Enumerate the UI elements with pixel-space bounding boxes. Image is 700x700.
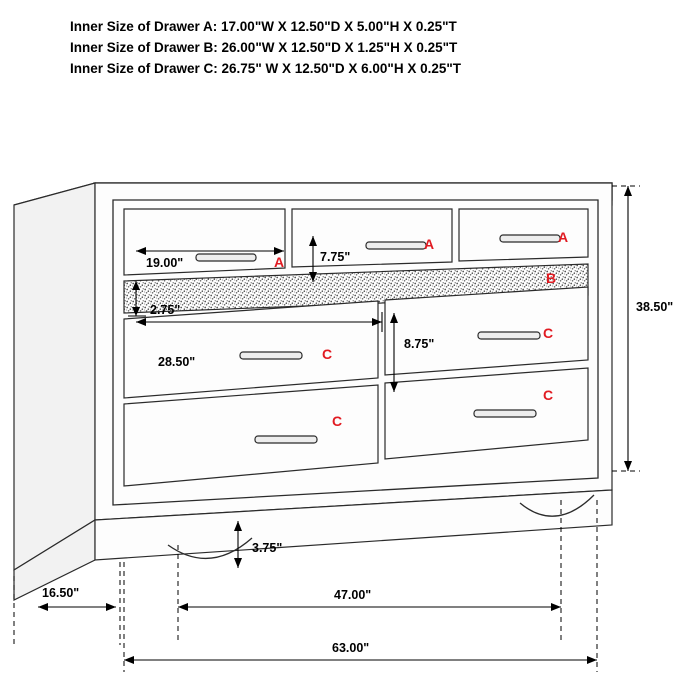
drawer-letter-a-middle: A [424, 236, 435, 252]
spec-line-drawer-c: Inner Size of Drawer C: 26.75" W X 12.50"D X 6.00"H X 0.25"T [70, 61, 462, 76]
drawer-letter-a-right: A [558, 229, 569, 245]
drawer-letter-a-left: A [274, 254, 285, 270]
drawer-letter-b: B [546, 270, 557, 286]
label-8-75-inch: 8.75" [404, 337, 435, 351]
drawer-letter-c-right-top: C [543, 325, 554, 341]
label-38-50-inch: 38.50" [636, 300, 674, 314]
drawer-letter-c-left-bottom: C [332, 413, 343, 429]
drawer-letter-c-right-bottom: C [543, 387, 554, 403]
label-16-50-inch: 16.50" [42, 586, 80, 600]
drawer-letter-c-left-mid: C [322, 346, 333, 362]
dim-38-50-inch [612, 186, 640, 471]
label-47-inch: 47.00" [334, 588, 372, 602]
spec-line-drawer-b: Inner Size of Drawer B: 26.00"W X 12.50"D X 1.25"H X 0.25"T [70, 40, 458, 55]
label-7-75-inch: 7.75" [320, 250, 351, 264]
label-3-75-inch: 3.75" [252, 541, 283, 555]
label-63-inch: 63.00" [332, 641, 370, 655]
label-28-50-inch: 28.50" [158, 355, 196, 369]
label-2-75-inch: 2.75" [150, 303, 181, 317]
spec-line-drawer-a: Inner Size of Drawer A: 17.00"W X 12.50"D X 5.00"H X 0.25"T [70, 19, 457, 34]
label-19-inch: 19.00" [146, 256, 184, 270]
